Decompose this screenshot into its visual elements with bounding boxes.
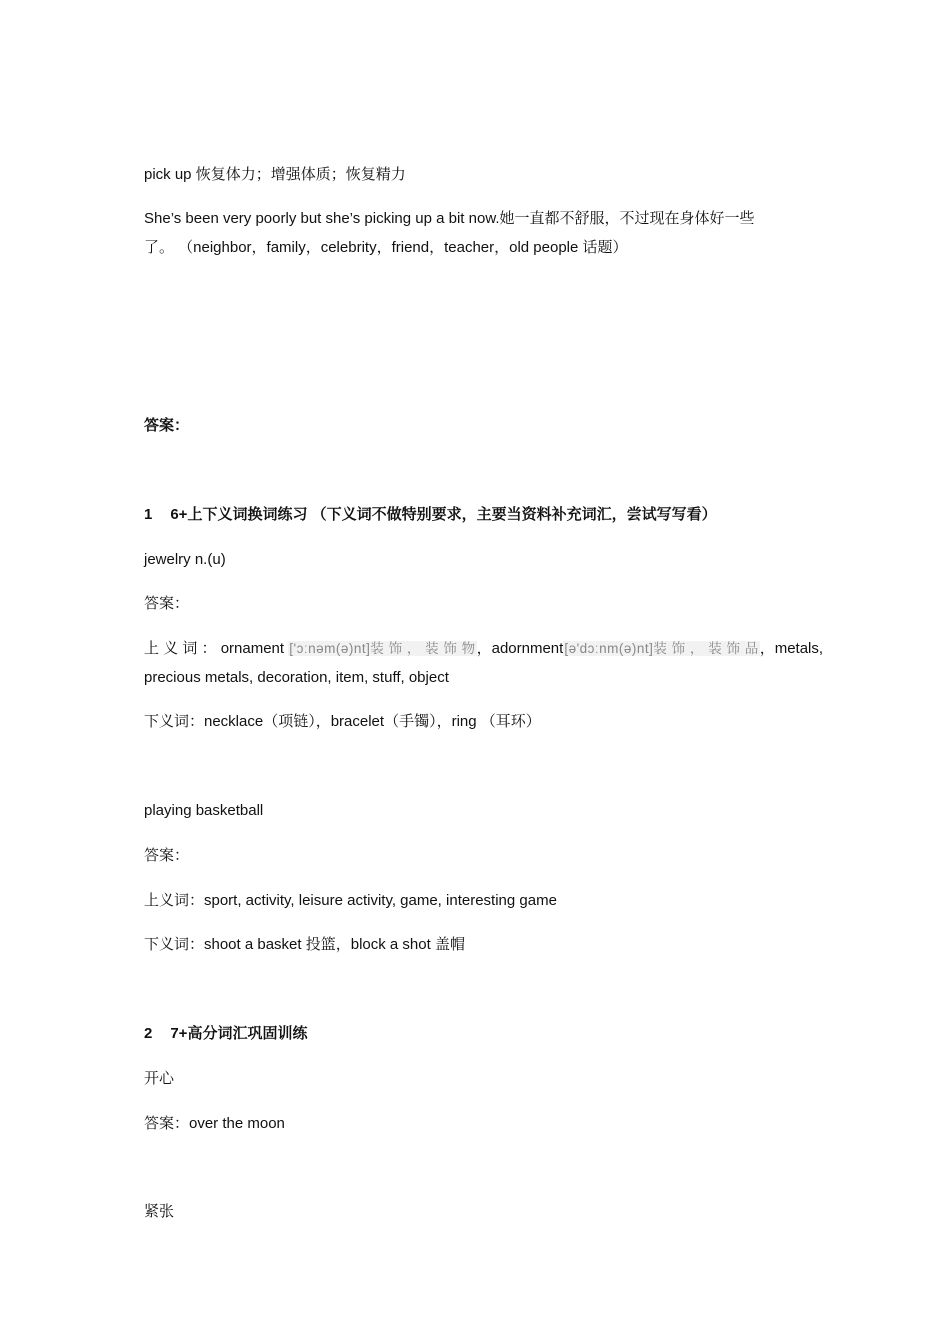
section1-title: 6+上下义词换词练习 （下义词不做特别要求，主要当资料补充词汇，尝试写写看） <box>170 506 717 523</box>
section1-number: 1 <box>144 506 153 523</box>
pick-up-definition: pick up 恢复体力；增强体质；恢复精力 <box>144 166 406 183</box>
ornament-phonetic: ['ɔːnəm(ə)nt]装 饰 ， 装 饰 物 <box>289 641 476 656</box>
item-basketball-word: playing basketball <box>144 802 264 819</box>
section2-number: 2 <box>144 1025 153 1042</box>
example-sentence-line2: 了。 （neighbor，family，celebrity，friend，teacher，old people 话题） <box>144 239 628 256</box>
item-nervous-word: 紧张 <box>144 1203 175 1220</box>
item-jewelry-word: jewelry n.(u) <box>144 551 226 568</box>
adornment-word: adornment <box>491 640 564 657</box>
item-basketball-answer-label: 答案： <box>144 847 190 864</box>
ornament-word: ornament <box>220 640 285 657</box>
item-jewelry-hypernyms-line2: precious metals, decoration, item, stuff, object <box>144 669 449 686</box>
separator: ， <box>476 640 492 657</box>
example-sentence-line1: She’s been very poorly but she’s picking up a bit now.她一直都不舒服，不过现在身体好一些 <box>144 210 755 227</box>
hypernym-tail: ，metals, <box>759 640 824 657</box>
item-jewelry-hyponyms: 下义词：necklace（项链），bracelet（手镯），ring （耳环） <box>144 713 541 730</box>
item-jewelry-answer-label: 答案： <box>144 595 190 612</box>
item-happy-answer: 答案：over the moon <box>144 1115 285 1132</box>
section2-title: 7+高分词汇巩固训练 <box>170 1025 308 1042</box>
section2-heading <box>144 1019 307 1048</box>
section1-heading <box>144 500 717 529</box>
item-jewelry-hypernyms <box>144 634 823 663</box>
item-basketball-hypernyms: 上义词：sport, activity, leisure activity, game, interesting game <box>144 892 557 909</box>
answer-heading: 答案： <box>144 417 190 434</box>
hypernym-label: 上 义 词 ： <box>144 640 217 657</box>
item-basketball-hyponyms: 下义词：shoot a basket 投篮，block a shot 盖帽 <box>144 936 465 953</box>
adornment-phonetic: [ə'dɔːnm(ə)nt]装 饰 ， 装 饰 品 <box>564 641 759 656</box>
item-happy-word: 开心 <box>144 1070 175 1087</box>
